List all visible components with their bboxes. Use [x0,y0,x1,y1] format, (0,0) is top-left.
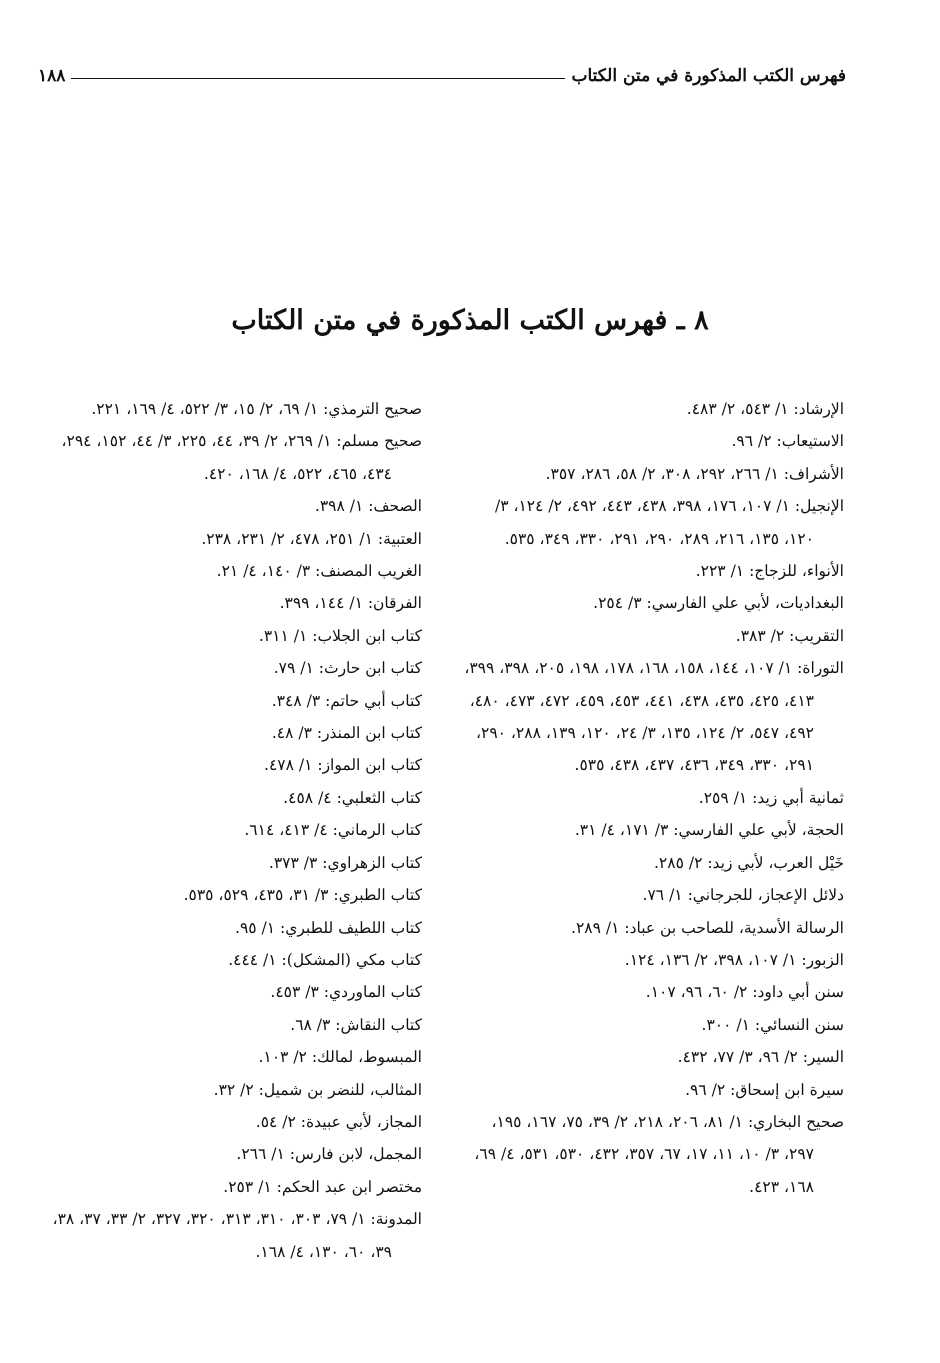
index-entry [34,944,422,976]
entry-title: كتاب ابن المنذر: [316,724,422,743]
entry-references: ١/ ٥٤٣، ٢/ ٤٨٣. [686,400,789,418]
index-entry [462,847,844,879]
entry-title: دلائل الإعجاز، للجرجاني: [687,886,844,905]
entry-references: ٢/ ٢٨٥. [653,853,703,872]
entry-title: الحجة، لأبي علي الفارسي: [673,821,844,840]
entry-title: سنن أبي داود: [752,983,844,1002]
entry-title: كتاب الرماني: [332,821,422,840]
entry-title: الرسالة الأسدية، للصاحب بن عباد: [624,918,844,937]
entry-references: ١/ ١٠٧، ١٤٤، ١٥٨، ١٦٨، ١٧٨، ١٩٨، ٢٠٥، ٣٩٨، ٣٩٩، ٤١٣، ٤٢٥، ٤٣٥، ٤٣٨، ٤٤١، ٤٥٣، ٤٥٩، ٤٧٢، ٤٧٣، ٤٨٠، ٤٩٢، ٥٤٧، ٢/ ١٢٤، ١٣٥، ٣/ ٢٤، ١٢٠، ١٣٩، ٢٨٨، ٢٩٠، ٢٩١، ٣٣٠، ٣٤٩، ٤٣٦، ٤٣٧، ٤٣٨، ٥٣٥. [464,659,814,775]
index-entry [462,458,844,490]
index-entry [34,1203,422,1268]
entry-title: كتاب ابن الجلاب: [312,626,422,645]
entry-title: سيرة ابن إسحاق: [730,1080,844,1099]
entry-references: ١/ ٧٩. [273,659,314,678]
index-entry [34,620,422,652]
index-column-left [34,393,422,1268]
entry-references: ٢/ ٩٦. [685,1080,726,1099]
index-entry [34,523,422,555]
entry-title: كتاب الثعلبي: [336,788,422,807]
index-entry [462,620,844,652]
index-entry [34,1171,422,1203]
entry-references: ١/ ٣٩٨. [314,497,364,516]
index-entry [34,1074,422,1106]
entry-references: ٣/ ٢٥٤. [593,594,642,613]
index-entry [34,393,422,425]
index-entry [34,587,422,619]
index-entry [34,490,422,522]
index-entry [462,782,844,814]
entry-title: كتاب ابن حارث: [318,659,422,678]
running-header [38,62,846,90]
page-number: ١٨٨ [38,66,66,86]
index-entry [34,685,422,717]
index-entry [462,393,844,425]
entry-references: ٣/ ١٤٠، ٤/ ٢١. [216,562,311,581]
entry-references: ٣/ ١٧١، ٤/ ٣١. [574,821,669,840]
entry-references: ٢/ ٦٠، ٩٦، ١٠٧. [645,983,748,1002]
index-entry [462,879,844,911]
index-entry [34,879,422,911]
index-entry [462,555,844,587]
entry-references: ١/ ١٠٧، ٣٩٨، ٢/ ١٣٦، ١٢٤. [624,950,797,969]
index-entry [34,847,422,879]
index-entry [462,976,844,1008]
index-entry [462,1106,844,1203]
entry-references: ١/ ٢٥١، ٤٧٨، ٢/ ٢٣١، ٢٣٨. [201,529,373,548]
index-entry [34,717,422,749]
entry-title: الأنواء، للزجاج: [749,562,844,581]
index-entry [462,425,844,457]
entry-references: ٤/ ٤٥٨. [283,788,332,807]
entry-references: ١/ ٣١١. [258,626,308,645]
entry-title: صحيح البخاري: [747,1112,844,1131]
entry-title: المدونة: [370,1210,422,1229]
index-entry [462,1009,844,1041]
entry-references: ٢/ ٩٦، ٣/ ٧٧، ٤٣٢. [677,1048,798,1067]
entry-title: صحيح الترمذي: [323,400,422,418]
entry-references: ١/ ٢٨٩. [571,918,620,937]
entry-title: خَيْل العرب، لأبي زيد: [707,853,844,872]
entry-title: المبسوط، لمالك: [311,1048,422,1067]
entry-references: ١/ ١٤٤، ٣٩٩. [279,594,363,613]
entry-references: ٢/ ٣٢. [213,1080,254,1099]
index-column-right [462,393,844,1203]
index-entry [34,1009,422,1041]
index-entry [462,912,844,944]
entry-title: الاستيعاب: [776,432,844,451]
index-entry [34,976,422,1008]
section-title: ٨ ـ فهرس الكتب المذكورة في متن الكتاب [231,305,709,336]
entry-references: ١/ ٧٦. [642,886,683,905]
entry-references: ١/ ٤٧٨. [264,756,313,775]
index-entry [462,1041,844,1073]
entry-title: الإرشاد: [793,400,844,418]
header-rule [71,78,565,79]
entry-references: ١/ ٣٠٠. [701,1015,750,1034]
index-entry [462,1074,844,1106]
entry-title: كتاب الطبري: [333,886,422,905]
entry-title: كتاب الماوردي: [323,983,422,1002]
entry-title: الزبور: [801,950,844,969]
entry-references: ٣/ ٦٨. [290,1015,331,1034]
entry-title: التوراة: [797,659,844,678]
entry-title: الإنجيل: [794,497,844,516]
entry-title: التقريب: [789,626,844,645]
entry-references: ١/ ٢٦٦. [236,1145,285,1164]
index-entry [462,490,844,555]
entry-title: الصحف: [368,497,422,516]
entry-references: ٣/ ٣٤٨. [271,691,321,710]
entry-references: ١/ ٨١، ٢٠٦، ٢١٨، ٢/ ٣٩، ٧٥، ١٦٧، ١٩٥، ٢٩٧، ٣/ ١٠، ١١، ١٧، ٦٧، ٣٥٧، ٤٣٢، ٥٣٠، ٥٣١، ٤/ ٦٩، ١٦٨، ٤٢٣. [474,1112,814,1196]
entry-title: مختصر ابن عبد الحكم: [276,1177,422,1196]
index-entry [34,555,422,587]
index-entry [34,814,422,846]
entry-title: كتاب مكي (المشكل): [281,950,422,969]
entry-title: الغريب المصنف: [315,562,422,581]
entry-title: كتاب الزهراوي: [322,853,422,872]
entry-references: ١/ ٢٦٩، ٢/ ٣٩، ٤٤، ٢٢٥، ٣/ ٤٤، ١٥٢، ٢٩٤، ٤٣٤، ٤٦٥، ٥٢٢، ٤/ ١٦٨، ٤٢٠. [61,432,392,483]
entry-title: العتبية: [377,529,422,548]
entry-references: ١/ ١٠٧، ١٧٦، ٣٩٨، ٤٣٨، ٤٤٣، ٤٩٢، ٢/ ١٢٤، ٣/ ١٢٠، ١٣٥، ٢١٦، ٢٨٩، ٢٩٠، ٢٩١، ٣٣٠، ٣٤٩، ٥٣٥. [494,497,814,548]
entry-references: ٤/ ٤١٣، ٦١٤. [244,821,328,840]
entry-references: ١/ ٩٥. [235,918,276,937]
entry-references: ٣/ ٤٨. [271,724,312,743]
entry-references: ١/ ٧٩، ٣٠٣، ٣١٠، ٣١٣، ٣٢٠، ٣٢٧، ٢/ ٣٣، ٣٧، ٣٨، ٣٩، ٦٠، ١٣٠، ٤/ ١٦٨. [52,1210,392,1261]
index-entry [462,587,844,619]
index-entry [34,652,422,684]
entry-title: الفرقان: [367,594,422,613]
entry-references: ١/ ٤٤٤. [228,950,277,969]
entry-title: البغداديات، لأبي علي الفارسي: [646,594,844,613]
entry-title: كتاب النقاش: [335,1015,422,1034]
entry-title: كتاب اللطيف للطبري: [280,918,422,937]
entry-title: سنن النسائي: [754,1015,844,1034]
index-entry [34,912,422,944]
entry-references: ١/ ٢٥٣. [223,1177,272,1196]
entry-references: ٢/ ٩٦. [731,432,772,451]
running-title: فهرس الكتب المذكورة في متن الكتاب [571,66,846,86]
entry-references: ١/ ٦٩، ٢/ ١٥، ٣/ ٥٢٢، ٤/ ١٦٩، ٢٢١. [91,400,319,418]
index-entry [34,782,422,814]
entry-references: ٢/ ٣٨٣. [735,626,785,645]
entry-title: كتاب ابن المواز: [317,756,422,775]
entry-title: المثالب، للنضر بن شميل: [258,1080,422,1099]
index-entry [34,1106,422,1138]
entry-references: ١/ ٢٦٦، ٢٩٢، ٣٠٨، ٢/ ٥٨، ٢٨٦، ٣٥٧. [545,464,779,483]
entry-title: المجمل، لابن فارس: [289,1145,422,1164]
index-entry [462,652,844,782]
index-entry [34,1041,422,1073]
index-entry [34,1138,422,1170]
entry-references: ١/ ٢٢٣. [695,562,745,581]
entry-references: ٣/ ٣١، ٤٣٥، ٥٢٩، ٥٣٥. [183,886,329,905]
entry-title: ثمانية أبي زيد: [752,788,844,807]
index-entry [462,814,844,846]
entry-references: ٢/ ٥٤. [255,1112,296,1131]
entry-references: ٣/ ٣٧٣. [268,853,318,872]
entry-references: ٣/ ٤٥٣. [270,983,319,1002]
index-entry [462,944,844,976]
index-entry [34,425,422,490]
entry-title: السير: [802,1048,844,1067]
entry-title: المجاز، لأبي عبيدة: [300,1112,422,1131]
entry-references: ١/ ٢٥٩. [698,788,748,807]
entry-references: ٢/ ١٠٣. [258,1048,307,1067]
entry-title: الأشراف: [783,464,844,483]
entry-title: صحيح مسلم: [336,432,422,451]
index-entry [34,749,422,781]
entry-title: كتاب أبي حاتم: [325,691,422,710]
